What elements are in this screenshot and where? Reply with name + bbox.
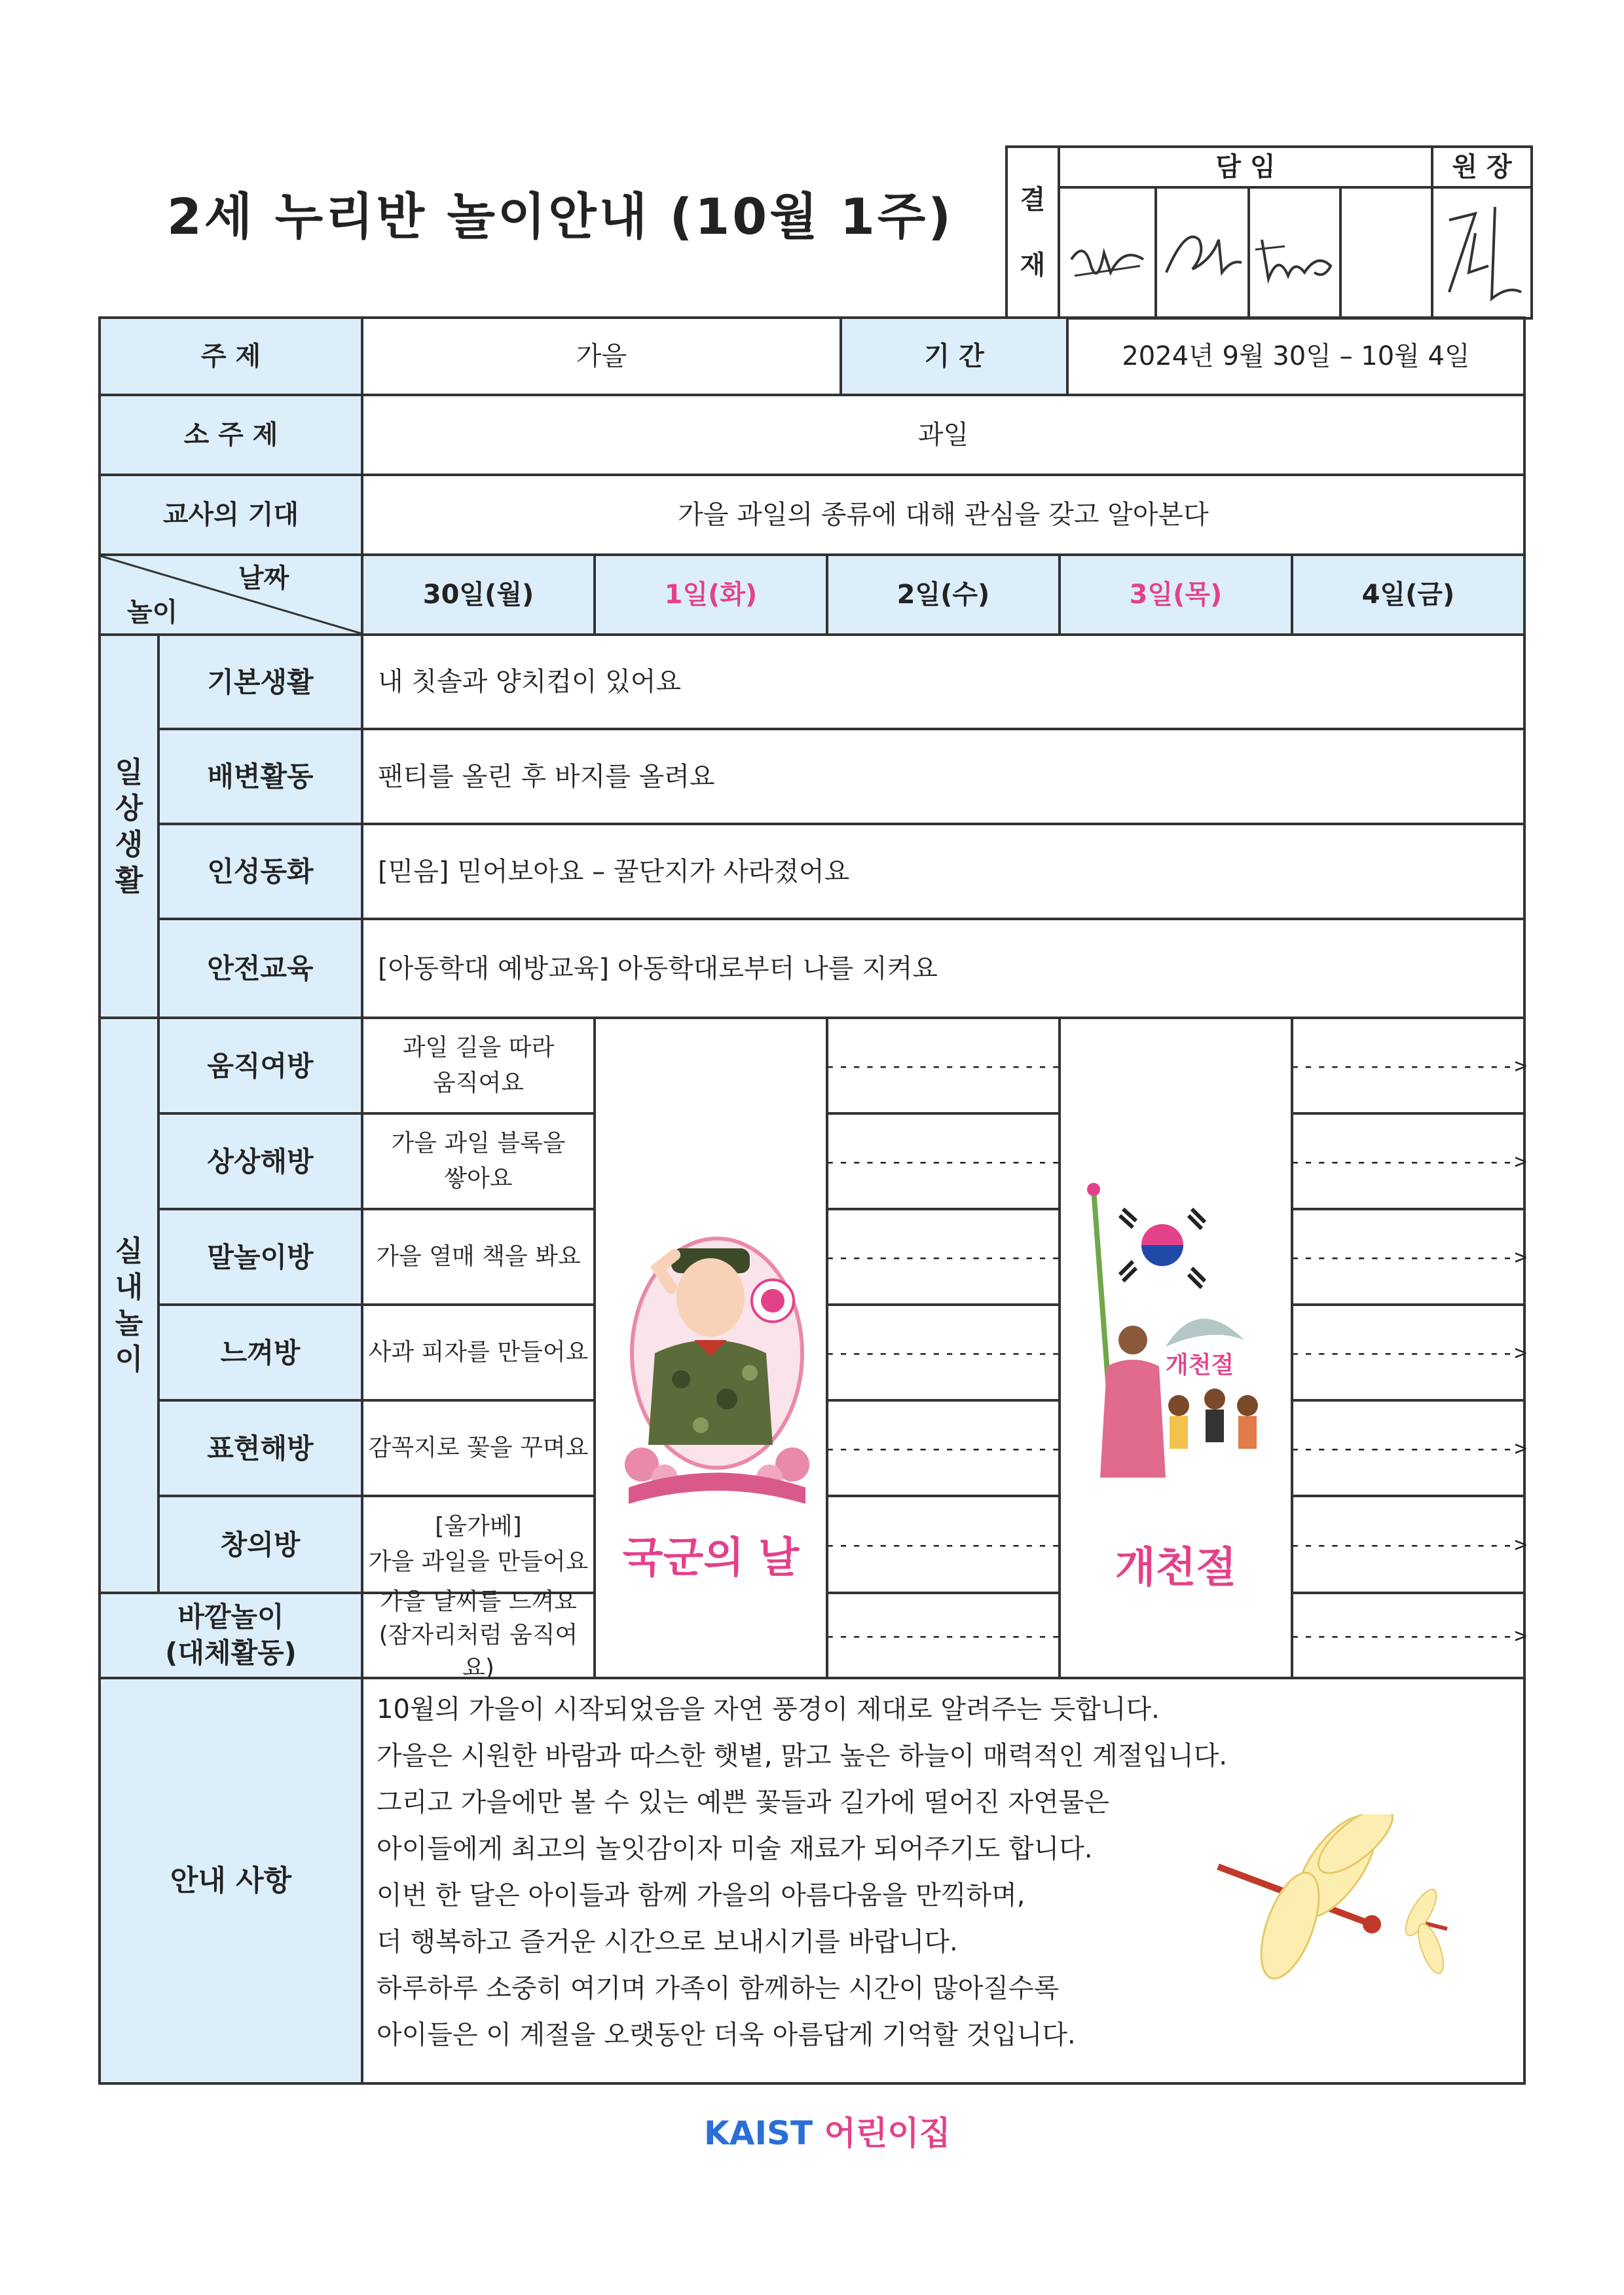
day-wed: 2일(수) [826, 553, 1061, 636]
notice-line: 하루하루 소중히 여기며 가족이 함께하는 시간이 많아질수록 [377, 1973, 1060, 2004]
page-title: 2세 누리반 놀이안내 (10월 1주) [167, 187, 953, 246]
fri-continue: -----------------> [1291, 1017, 1526, 1115]
notice-line: 아이들에게 최고의 놀잇감이자 미술 재료가 되어주기도 합니다. [377, 1834, 1093, 1864]
thu-holiday-banner: 개천절 [1115, 1544, 1237, 1592]
notice-line: 더 행복하고 즐거운 시간으로 보내시기를 바랍니다. [377, 1927, 958, 1957]
day-fri: 4일(금) [1291, 553, 1526, 636]
notice-line: 10월의 가을이 시작되었음을 자연 풍경이 제대로 알려주는 듯합니다. [377, 1694, 1160, 1725]
signature-1 [1060, 189, 1157, 317]
daily-group-char: 일 [115, 755, 143, 789]
mon-activity [361, 1495, 596, 1594]
indoor-group-char: 이 [115, 1343, 143, 1376]
mon-activity: 감꼭지로 꽃을 꾸며요 [361, 1399, 596, 1497]
director-signature [1433, 189, 1530, 317]
play-label: 놀이 [127, 597, 178, 627]
room-label: 창의방 [157, 1495, 363, 1594]
mon-activity [361, 1017, 596, 1115]
wed-continue: ------------------ [826, 1495, 1061, 1594]
wed-continue: ------------------ [826, 1112, 1061, 1210]
dragonfly-icon [1205, 1814, 1480, 2024]
indoor-group-char: 내 [115, 1271, 143, 1304]
wed-continue: ------------------ [826, 1399, 1061, 1497]
signature-3 [1250, 189, 1342, 317]
notice-line: 그리고 가을에만 볼 수 있는 예쁜 꽃들과 길가에 떨어진 자연물은 [377, 1787, 1110, 1818]
subtopic-value: 과일 [361, 394, 1526, 476]
mon-activity: 사과 피자를 만들어요 [361, 1303, 596, 1402]
daily-group-char: 생 [115, 827, 143, 861]
approval-box [1005, 145, 1533, 320]
indoor-group-char: 실 [115, 1235, 143, 1268]
expect-label: 교사의 기대 [98, 474, 363, 556]
day-thu: 3일(목) [1058, 553, 1293, 636]
day-mon: 30일(월) [361, 553, 596, 636]
activity-line: 쌓아요 [444, 1165, 513, 1192]
thu-small-label: 개천절 [1166, 1352, 1234, 1379]
foundation-illustration [1074, 1176, 1283, 1543]
outdoor-label [98, 1592, 363, 1679]
fri-continue: -----------------> [1291, 1208, 1526, 1306]
room-label: 느껴방 [157, 1303, 363, 1402]
outdoor-mon [361, 1588, 596, 1682]
daily-group-label [98, 633, 160, 1019]
indoor-group-char: 놀 [115, 1307, 143, 1340]
period-label: 기 간 [840, 316, 1069, 396]
outdoor-label-line: 바깥놀이 [177, 1601, 284, 1633]
subtopic-label: 소 주 제 [98, 394, 363, 476]
logo-name: 어린이집 [824, 2114, 951, 2152]
activity-line: 과일 길을 따라 [402, 1034, 555, 1061]
daily-text-safety: [아동학대 예방교육] 아동학대로부터 나를 지켜요 [361, 918, 1526, 1019]
fri-continue: -----------------> [1291, 1592, 1526, 1679]
daily-text-toilet: 팬티를 올린 후 바지를 올려요 [361, 728, 1526, 825]
daily-label-toilet: 배변활동 [157, 728, 363, 825]
notice-line: 아이들은 이 계절을 오랫동안 더욱 아름답게 기억할 것입니다. [377, 2020, 1076, 2050]
wed-continue: ------------------ [826, 1208, 1061, 1306]
outdoor-label-line: (대체활동) [165, 1637, 297, 1669]
approval-label-top: 결 [1020, 185, 1046, 215]
activity-line: (잠자리처럼 움직여요) [378, 1621, 578, 1682]
signature-4 [1342, 189, 1433, 317]
day-tue: 1일(화) [593, 553, 828, 636]
approval-label [1008, 148, 1060, 317]
mon-activity: 가을 열매 책을 봐요 [361, 1208, 596, 1306]
logo-brand: KAIST [704, 2114, 813, 2152]
mon-activity [361, 1112, 596, 1210]
topic-label: 주 제 [98, 316, 363, 396]
wed-continue: ------------------ [826, 1017, 1061, 1115]
signature-2 [1157, 189, 1250, 317]
teacher-label: 담 임 [1060, 148, 1433, 189]
activity-line: 움직여요 [432, 1070, 525, 1096]
thu-holiday-cell [1058, 1017, 1293, 1679]
fri-continue: -----------------> [1291, 1399, 1526, 1497]
fri-continue: -----------------> [1291, 1303, 1526, 1402]
room-label: 말놀이방 [157, 1208, 363, 1306]
wed-continue: ------------------ [826, 1592, 1061, 1679]
room-label: 표현해방 [157, 1399, 363, 1497]
daily-text-basic: 내 칫솔과 양치컵이 있어요 [361, 633, 1526, 730]
indoor-group-label [98, 1017, 160, 1594]
wed-continue: ------------------ [826, 1303, 1061, 1402]
activity-line: 가을 과일을 만들어요 [368, 1548, 589, 1575]
notice-text [377, 1687, 1227, 2059]
fri-continue: -----------------> [1291, 1495, 1526, 1594]
daily-text-story: [믿음] 믿어보아요 – 꿀단지가 사라졌어요 [361, 823, 1526, 920]
daily-group-char: 상 [115, 791, 143, 825]
approval-label-bottom: 재 [1020, 250, 1046, 280]
tue-holiday-banner: 국군의 날 [622, 1534, 800, 1582]
director-label: 원 장 [1433, 148, 1530, 189]
daily-label-basic: 기본생활 [157, 633, 363, 730]
date-label: 날짜 [238, 563, 289, 593]
topic-value: 가을 [361, 316, 842, 396]
daily-group-char: 활 [115, 863, 143, 897]
expect-value: 가을 과일의 종류에 대해 관심을 갖고 알아본다 [361, 474, 1526, 556]
daily-label-safety: 안전교육 [157, 918, 363, 1019]
notice-line: 이번 한 달은 아이들과 함께 가을의 아름다움을 만끽하며, [377, 1880, 1025, 1911]
daily-label-story: 인성동화 [157, 823, 363, 920]
activity-line: [울가베] [435, 1513, 522, 1540]
room-label: 상상해방 [157, 1112, 363, 1210]
date-play-header [98, 553, 363, 636]
room-label: 움직여방 [157, 1017, 363, 1115]
kaist-daycare-logo [704, 2107, 951, 2154]
activity-line: 가을 날씨를 느껴요 [379, 1588, 578, 1616]
period-value: 2024년 9월 30일 – 10월 4일 [1066, 316, 1526, 396]
notice-label: 안내 사항 [98, 1677, 363, 2085]
soldier-illustration [609, 1229, 819, 1523]
activity-line: 가을 과일 블록을 [391, 1130, 566, 1157]
notice-line: 가을은 시원한 바람과 따스한 햇볕, 맑고 높은 하늘이 매력적인 계절입니다. [377, 1741, 1228, 1771]
fri-continue: -----------------> [1291, 1112, 1526, 1210]
tue-holiday-cell [593, 1017, 828, 1679]
